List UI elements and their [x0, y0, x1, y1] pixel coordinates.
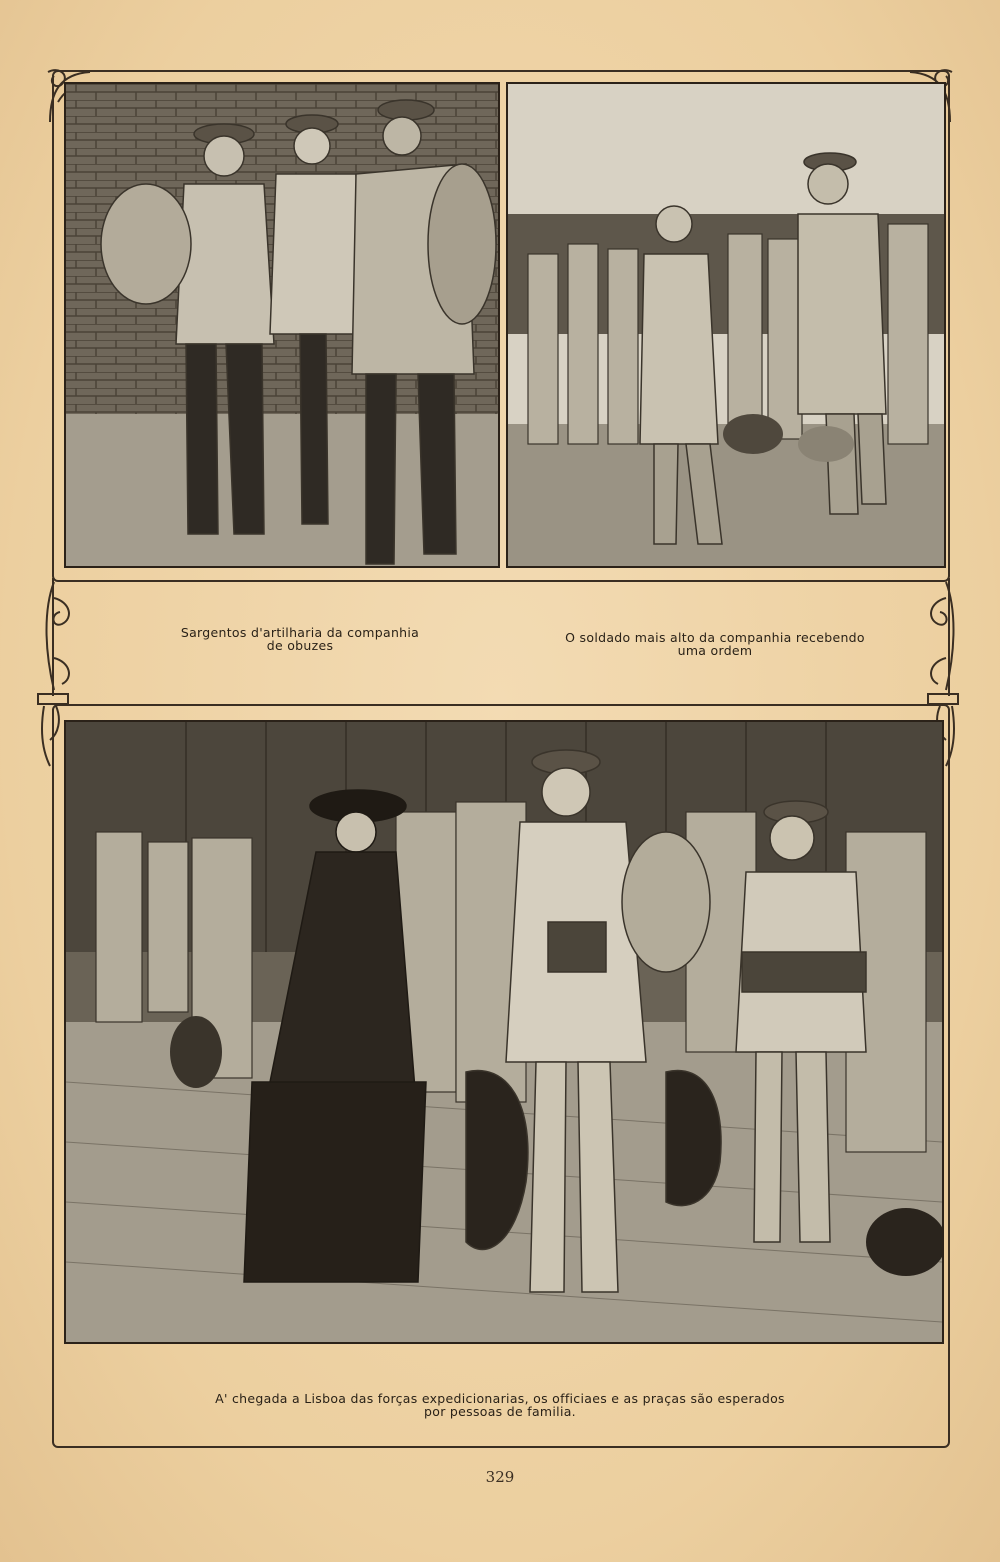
arrival-lisbon-photo [64, 720, 944, 1344]
caption-tallest-soldier [530, 631, 900, 657]
caption-line-2: de obuzes [266, 638, 334, 653]
caption-line-2: uma ordem [677, 643, 753, 658]
side-ornament-left [40, 578, 100, 698]
tallest-soldier-photo [506, 82, 946, 568]
caption-line-1: O soldado mais alto da companhia recebendo [565, 630, 865, 645]
caption-artillery-sergeants [150, 626, 450, 652]
caption-line-1: A' chegada a Lisboa das forças expedicionarias, os officiaes e as praças são esperados [215, 1391, 785, 1406]
caption-arrival-lisbon [110, 1392, 890, 1418]
page-number: 329 [485, 1468, 515, 1486]
side-ornament-right [900, 578, 960, 698]
artillery-sergeants-photo [64, 82, 500, 568]
caption-line-2: por pessoas de familia. [424, 1404, 576, 1419]
caption-line-1: Sargentos d'artilharia da companhia [180, 625, 420, 640]
